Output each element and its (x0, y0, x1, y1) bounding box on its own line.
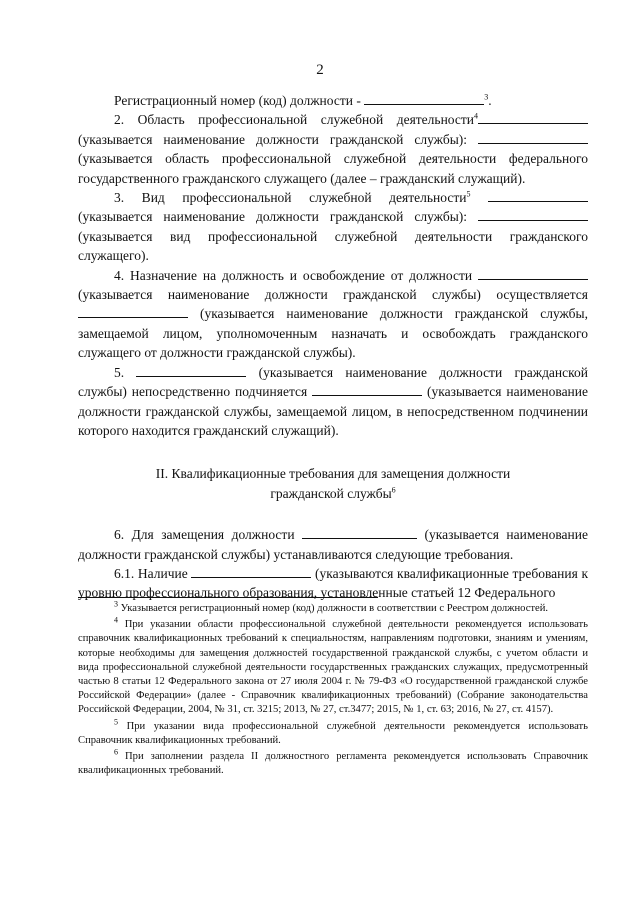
footnotes (78, 599, 588, 780)
registration-number-line: Регистрационный номер (код) должности - $^3$. (114, 92, 492, 108)
footnote-separator (78, 597, 378, 598)
kind-blank[interactable] (488, 189, 588, 202)
subordinate-position-blank[interactable] (136, 364, 246, 377)
footnote-5: $^5$ При указании вида профессиональной служебной деятельности рекомендуется использовать Справочник квалификационных требований. (78, 717, 588, 746)
area-blank[interactable] (478, 111, 588, 124)
kind-position-blank[interactable] (478, 208, 588, 221)
area-position-blank[interactable] (478, 131, 588, 144)
paragraph-5: 5. (указывается наименование должности гражданской службы) непосредственно подчиняется (указывается наименование должности гражданской службы, замещаемой лицом, в непосредственном подчинении которого находится гражданский служащий). (78, 364, 588, 438)
footnote-6: $^6$ При заполнении раздела II должностного регламента рекомендуется использовать Справочник квалификационных требований. (78, 747, 588, 777)
paragraph-6: 6. Для замещения должности (указывается наименование должности гражданской службы) устанавливаются следующие требования. (78, 527, 588, 562)
superior-position-blank[interactable] (312, 383, 422, 396)
paragraph-4: 4. Назначение на должность и освобождение от должности (указывается наименование должности гражданской службы) осуществляется (указывается наименование должности гражданской службы, замещаемой лицом, уполномоченным назначать и освобождать гражданского служащего от должности гражданской службы). (78, 267, 588, 361)
registration-number-blank[interactable] (364, 92, 484, 105)
appointing-position-blank[interactable] (78, 305, 188, 318)
section-heading: II. Квалификационные требования для замещения должности гражданской службы$^6$ (155, 466, 511, 501)
requirements-position-blank[interactable] (302, 526, 417, 539)
paragraph-3: 3. Вид профессиональной служебной деятельности$^5$ (указывается наименование должности гражданской службы): (указывается вид профессиональной служебной деятельности гражданского служащего). (78, 189, 588, 264)
footnote-4: $^4$ При указании области профессиональной служебной деятельности рекомендуется использовать справочник квалификационных требований к специальностям, направлениям подготовки, знаниям и умениям, которые необходимы для замещения должностей государственной гражданской службы, с учетом области и вида профессиональной служебной деятельности государственных гражданских служащих, предусмотренный частью 8 статьи 12 Федерального закона от 27 июля 2004 г. № 79-ФЗ «О государственной гражданской службе Российской Федерации» (далее - Справочник квалификационных требований) (Собрание законодательства Российской Федерации, 2004, № 31, ст. 3215; 2013, № 27, ст.3477; 2015, № 1, ст. 63; 2016, № 27, ст. 4157). (78, 615, 588, 716)
page-number: 2 (316, 62, 324, 78)
appointment-blank[interactable] (478, 267, 588, 280)
education-blank[interactable] (191, 565, 311, 578)
paragraph-2: 2. Область профессиональной служебной деятельности$^4$ (указывается наименование должности гражданской службы): (указывается область профессиональной служебной деятельности федерального государственного гражданского служащего (далее – гражданский служащий). (78, 111, 588, 186)
footnote-3: $^3$ Указывается регистрационный номер (код) должности в соответствии с Реестром должностей. (114, 599, 549, 614)
paragraph-6-1: 6.1. Наличие (указываются квалификационные требования к уровню профессионального образования, установленные статьей 12 Федерального (78, 565, 589, 601)
regulation-body (78, 91, 588, 603)
